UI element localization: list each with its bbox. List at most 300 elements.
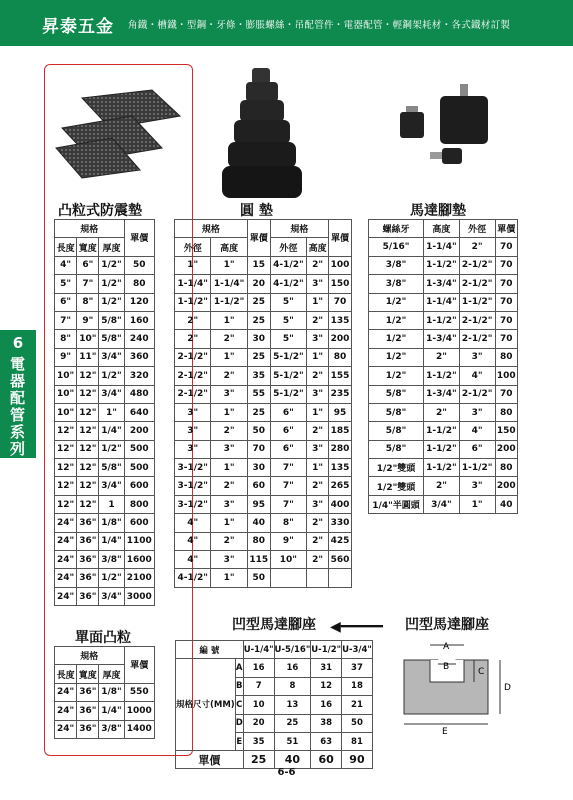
table-cell: 9": [270, 532, 306, 550]
table-cell: 1/2": [99, 275, 124, 293]
table-row: [175, 330, 352, 348]
table-row: [176, 659, 373, 677]
table-cell: 3": [175, 422, 211, 440]
table-cell: 12": [55, 477, 77, 495]
table-cell: 15: [247, 256, 270, 274]
bump-pad-body: [55, 256, 155, 605]
table-cell: 6": [459, 440, 495, 458]
table-header: 外徑: [175, 238, 211, 256]
table-cell: 6": [270, 403, 306, 421]
table-cell: 12": [77, 459, 99, 477]
table-cell: 2": [175, 330, 211, 348]
table-cell: 12": [55, 422, 77, 440]
table-cell: 10": [55, 403, 77, 421]
table-cell: 8": [270, 514, 306, 532]
table-cell: 1/8": [99, 683, 124, 701]
table-cell: 70: [495, 293, 517, 311]
table-cell: 1-1/2": [459, 459, 495, 477]
table-cell: 3": [307, 330, 329, 348]
table-cell: 2": [424, 403, 460, 421]
chapter-number: 6: [12, 334, 24, 352]
table-cell: 1-3/4": [424, 385, 460, 403]
table-cell: 35: [243, 732, 274, 750]
table-cell: 2": [307, 477, 329, 495]
table-cell: 560: [329, 551, 352, 569]
table-cell: 3/8": [99, 720, 124, 738]
table-cell: 5/8": [99, 459, 124, 477]
table-cell: E: [235, 732, 243, 750]
table-cell: 2": [424, 477, 460, 495]
table-row: [369, 275, 518, 293]
table-cell: 4-1/2": [270, 275, 306, 293]
table-header: 外徑: [270, 238, 306, 256]
table-cell: 1-1/4": [424, 293, 460, 311]
table-cell: 1-1/2": [459, 293, 495, 311]
table-cell: 1/2": [369, 293, 424, 311]
table-cell: 280: [329, 440, 352, 458]
table-header: 外徑: [459, 220, 495, 238]
table-header: 長度: [55, 665, 77, 683]
table-cell: 38: [311, 714, 342, 732]
table-row: [175, 440, 352, 458]
table-row: [369, 293, 518, 311]
table-row: [369, 440, 518, 458]
table-cell: 2-1/2": [175, 367, 211, 385]
table-cell: 編 號: [176, 641, 244, 659]
table-cell: 36": [77, 514, 99, 532]
table-cell: 5/8": [369, 422, 424, 440]
table-cell: 7": [55, 311, 77, 329]
table-cell: 40: [247, 514, 270, 532]
table-cell: 70: [495, 238, 517, 256]
table-row: [55, 477, 155, 495]
table-cell: 2-1/2": [459, 256, 495, 274]
table-cell: 7": [270, 477, 306, 495]
table-cell: 50: [247, 569, 270, 587]
table-cell: 1": [459, 495, 495, 513]
table-cell: 5/8": [99, 330, 124, 348]
table-row: [175, 514, 352, 532]
motor-pad-table: [368, 219, 518, 514]
table-row: [55, 532, 155, 550]
table-cell: 12": [77, 477, 99, 495]
table-cell: 1/2": [369, 348, 424, 366]
table-cell: 5-1/2": [270, 385, 306, 403]
round-pad-body: [175, 256, 352, 587]
table-cell: 5": [270, 311, 306, 329]
product-tagline: 角鐵・槽鐵・型鋼・牙條・膨脹螺絲・吊配管件・電器配管・輕鋼架耗材・各式鐵材訂製: [128, 20, 511, 31]
table-cell: 200: [495, 440, 517, 458]
table-cell: 1/2": [99, 569, 124, 587]
table-cell: 4-1/2": [270, 256, 306, 274]
motor-pad-title: 馬達腳墊: [410, 203, 466, 219]
table-cell: 3": [211, 385, 247, 403]
dim-label-d: D: [504, 683, 511, 693]
table-cell: 320: [124, 367, 154, 385]
table-row: [369, 385, 518, 403]
table-cell: 7": [270, 495, 306, 513]
table-cell: 200: [124, 422, 154, 440]
table-cell: 8: [274, 677, 311, 695]
table-cell: 1": [211, 348, 247, 366]
table-header: 單價: [124, 220, 154, 257]
table-row: [55, 569, 155, 587]
table-cell: 10": [270, 551, 306, 569]
table-cell: 600: [124, 477, 154, 495]
table-cell: 1-1/2": [424, 422, 460, 440]
table-cell: 12": [55, 440, 77, 458]
table-cell: 單價: [176, 751, 244, 769]
table-cell: 1": [175, 256, 211, 274]
table-cell: 2": [424, 348, 460, 366]
table-row: [175, 403, 352, 421]
table-cell: 40: [274, 751, 311, 769]
table-cell: 12": [55, 495, 77, 513]
table-row: [369, 256, 518, 274]
single-bump-title: 單面凸粒: [75, 630, 131, 646]
table-cell: 1": [307, 403, 329, 421]
table-cell: 1": [211, 459, 247, 477]
table-cell: 1/2"雙頭: [369, 459, 424, 477]
table-row: [369, 330, 518, 348]
table-cell: 4": [175, 532, 211, 550]
table-cell: 37: [342, 659, 373, 677]
table-cell: 3": [459, 348, 495, 366]
table-row: [369, 238, 518, 256]
table-cell: 200: [495, 477, 517, 495]
table-cell: 6": [55, 293, 77, 311]
table-cell: 5-1/2": [270, 348, 306, 366]
dim-label-e: E: [442, 727, 448, 737]
table-cell: 80: [495, 348, 517, 366]
table-cell: 1600: [124, 551, 154, 569]
table-cell: 1-1/2": [175, 293, 211, 311]
table-row: [369, 348, 518, 366]
chapter-tab: [0, 330, 36, 458]
table-cell: 80: [495, 459, 517, 477]
table-cell: D: [235, 714, 243, 732]
table-group-header: 規格: [55, 647, 125, 665]
table-row: [175, 348, 352, 366]
table-cell: 3/4": [424, 495, 460, 513]
table-row: [369, 477, 518, 495]
table-row: [55, 514, 155, 532]
table-cell: 24": [55, 551, 77, 569]
table-cell: 3": [307, 385, 329, 403]
table-cell: 36": [77, 720, 99, 738]
single-bump-body: [55, 683, 155, 738]
table-cell: 24": [55, 683, 77, 701]
table-row: [175, 293, 352, 311]
table-cell: 12": [77, 385, 99, 403]
table-row: [55, 587, 155, 605]
table-cell: 80: [124, 275, 154, 293]
table-cell: 800: [124, 495, 154, 513]
table-row: [175, 385, 352, 403]
table-cell: 1/8": [99, 514, 124, 532]
table-cell: 2": [211, 367, 247, 385]
table-cell: 1": [211, 256, 247, 274]
table-cell: 36": [77, 551, 99, 569]
table-cell: 30: [247, 330, 270, 348]
table-cell: 36": [77, 569, 99, 587]
table-row: [175, 495, 352, 513]
motor-feet-photo: [398, 82, 510, 182]
table-row: [175, 477, 352, 495]
table-header: 單價: [247, 220, 270, 257]
dim-label-b: B: [443, 662, 450, 672]
table-cell: 4": [55, 256, 77, 274]
table-row: [175, 532, 352, 550]
table-cell: 2": [211, 422, 247, 440]
table-cell: 3": [175, 440, 211, 458]
table-cell: 4": [459, 367, 495, 385]
table-cell: 6": [77, 256, 99, 274]
table-cell: 12": [77, 495, 99, 513]
table-group-header: 規格: [55, 220, 125, 238]
table-header: 單價: [495, 220, 517, 238]
table-cell: 2100: [124, 569, 154, 587]
table-cell: 70: [329, 293, 352, 311]
table-cell: 7": [77, 275, 99, 293]
table-cell: 50: [342, 714, 373, 732]
table-cell: 5": [270, 293, 306, 311]
table-cell: 80: [495, 403, 517, 421]
table-cell: 1/2": [99, 367, 124, 385]
table-cell: 100: [329, 256, 352, 274]
table-cell: 360: [124, 348, 154, 366]
page-number: 6-6: [277, 767, 296, 778]
table-cell: 70: [495, 330, 517, 348]
table-cell: 2": [175, 311, 211, 329]
table-cell: 1/2": [99, 256, 124, 274]
table-cell: 13: [274, 696, 311, 714]
table-cell: 265: [329, 477, 352, 495]
table-cell: 135: [329, 311, 352, 329]
table-cell: C: [235, 696, 243, 714]
table-row: [369, 367, 518, 385]
table-cell: 640: [124, 403, 154, 421]
table-cell: 7": [270, 459, 306, 477]
table-row: [55, 367, 155, 385]
table-cell: 4": [175, 514, 211, 532]
table-cell: 10": [55, 367, 77, 385]
table-cell: 2": [211, 330, 247, 348]
table-cell: 1400: [124, 720, 154, 738]
table-cell: 1-1/2": [424, 459, 460, 477]
table-cell: 5": [55, 275, 77, 293]
table-row: [55, 385, 155, 403]
table-cell: 21: [342, 696, 373, 714]
table-cell: 2": [307, 256, 329, 274]
table-cell: 24": [55, 569, 77, 587]
table-cell: 25: [247, 348, 270, 366]
table-cell: 70: [495, 311, 517, 329]
table-cell: 10": [77, 330, 99, 348]
table-cell: 3-1/2": [175, 477, 211, 495]
motor-base-body: [176, 641, 373, 769]
table-cell: 1": [211, 514, 247, 532]
table-cell: 80: [247, 532, 270, 550]
table-cell: 425: [329, 532, 352, 550]
table-header: 寬度: [77, 665, 99, 683]
table-row: [55, 330, 155, 348]
table-cell: 155: [329, 367, 352, 385]
table-cell: 25: [274, 714, 311, 732]
table-cell: 8": [77, 293, 99, 311]
table-cell: 1/4": [99, 532, 124, 550]
table-cell: 480: [124, 385, 154, 403]
table-header: 高度: [424, 220, 460, 238]
table-cell: 16: [311, 696, 342, 714]
table-cell: 20: [243, 714, 274, 732]
table-row: [55, 702, 155, 720]
table-cell: 12: [311, 677, 342, 695]
table-cell: 160: [124, 311, 154, 329]
table-cell: 3/8": [369, 275, 424, 293]
table-cell: 2": [211, 477, 247, 495]
table-cell: 1-3/4": [424, 275, 460, 293]
table-cell: 18: [342, 677, 373, 695]
table-cell: 25: [247, 293, 270, 311]
table-cell: 70: [247, 440, 270, 458]
table-cell: 25: [243, 751, 274, 769]
table-cell: 3": [459, 477, 495, 495]
table-cell: 80: [329, 348, 352, 366]
table-cell: 600: [124, 514, 154, 532]
table-cell: 95: [247, 495, 270, 513]
motor-pad-body: [369, 238, 518, 514]
table-cell: 40: [495, 495, 517, 513]
table-cell: 36": [77, 702, 99, 720]
table-row: [55, 275, 155, 293]
table-cell: 2-1/2": [459, 330, 495, 348]
table-row: [175, 275, 352, 293]
table-cell: 1-1/4": [424, 238, 460, 256]
dim-label-a: A: [443, 642, 450, 652]
table-cell: U-1/2": [311, 641, 342, 659]
table-cell: 1-1/4": [211, 275, 247, 293]
table-cell: 2-1/2": [459, 311, 495, 329]
table-cell: 70: [495, 256, 517, 274]
table-cell: 1/2"雙頭: [369, 477, 424, 495]
rubber-pads-photo: [52, 88, 182, 180]
arrow-left-icon: ◀━━━━━: [330, 619, 383, 635]
table-cell: 24": [55, 532, 77, 550]
table-cell: 1-3/4": [424, 330, 460, 348]
table-cell: 2-1/2": [459, 385, 495, 403]
table-cell: 5/8": [369, 440, 424, 458]
table-cell: 5/16": [369, 238, 424, 256]
table-row: [55, 551, 155, 569]
table-header: 單價: [124, 647, 154, 684]
table-cell: 240: [124, 330, 154, 348]
table-header: 長度: [55, 238, 77, 256]
table-header: 高度: [211, 238, 247, 256]
table-cell: 36": [77, 532, 99, 550]
table-cell: 24": [55, 720, 77, 738]
table-row: [369, 311, 518, 329]
table-cell: 3/4": [99, 385, 124, 403]
table-cell: 3": [307, 495, 329, 513]
table-cell: 3": [459, 403, 495, 421]
table-cell: 3": [211, 440, 247, 458]
table-row: [55, 440, 155, 458]
table-row: [175, 422, 352, 440]
table-cell: 3": [307, 275, 329, 293]
table-row: [55, 403, 155, 421]
table-header: 單價: [329, 220, 352, 257]
table-cell: 2": [307, 311, 329, 329]
table-cell: 4": [459, 422, 495, 440]
table-cell: 24": [55, 514, 77, 532]
table-row: [55, 495, 155, 513]
table-cell: 35: [247, 367, 270, 385]
table-cell: 10": [55, 385, 77, 403]
table-cell: 3-1/2": [175, 495, 211, 513]
table-cell: 1/4": [99, 422, 124, 440]
table-cell: 4": [175, 551, 211, 569]
table-cell: 1": [211, 403, 247, 421]
table-cell: 200: [329, 330, 352, 348]
table-cell: 2": [307, 367, 329, 385]
table-header: 螺絲牙: [369, 220, 424, 238]
table-cell: 1-1/2": [424, 256, 460, 274]
table-cell: 51: [274, 732, 311, 750]
table-cell: 25: [247, 311, 270, 329]
table-cell: 12": [77, 440, 99, 458]
table-cell: 115: [247, 551, 270, 569]
table-cell: 500: [124, 459, 154, 477]
table-cell: 3/4": [99, 587, 124, 605]
table-row: [369, 403, 518, 421]
table-cell: 1": [99, 403, 124, 421]
table-cell: 30: [247, 459, 270, 477]
table-cell: 6": [270, 422, 306, 440]
table-cell: 60: [311, 751, 342, 769]
table-cell: 4-1/2": [175, 569, 211, 587]
table-cell: 5/8": [369, 403, 424, 421]
table-header: 寬度: [77, 238, 99, 256]
table-cell: 55: [247, 385, 270, 403]
table-cell: 2": [307, 514, 329, 532]
table-cell: 1/2": [99, 293, 124, 311]
table-cell: 3": [211, 551, 247, 569]
table-cell: U-1/4": [243, 641, 274, 659]
table-cell: 70: [495, 385, 517, 403]
table-cell: 16: [274, 659, 311, 677]
table-cell: A: [235, 659, 243, 677]
table-cell: 1-1/2": [211, 293, 247, 311]
table-cell: 1-1/2": [424, 311, 460, 329]
table-row: [176, 641, 373, 659]
table-cell: 11": [77, 348, 99, 366]
table-cell: 3-1/2": [175, 459, 211, 477]
table-row: [369, 459, 518, 477]
table-header: 厚度: [99, 238, 124, 256]
table-row: [55, 720, 155, 738]
table-cell: 2": [307, 532, 329, 550]
bump-pad-title: 凸粒式防震墊: [58, 203, 142, 219]
empty-cell: [329, 569, 352, 587]
table-cell: 25: [247, 403, 270, 421]
table-cell: 36": [77, 683, 99, 701]
table-cell: 7: [243, 677, 274, 695]
table-header: 高度: [307, 238, 329, 256]
table-cell: 31: [311, 659, 342, 677]
table-cell: 2-1/2": [175, 348, 211, 366]
table-cell: 1: [99, 495, 124, 513]
